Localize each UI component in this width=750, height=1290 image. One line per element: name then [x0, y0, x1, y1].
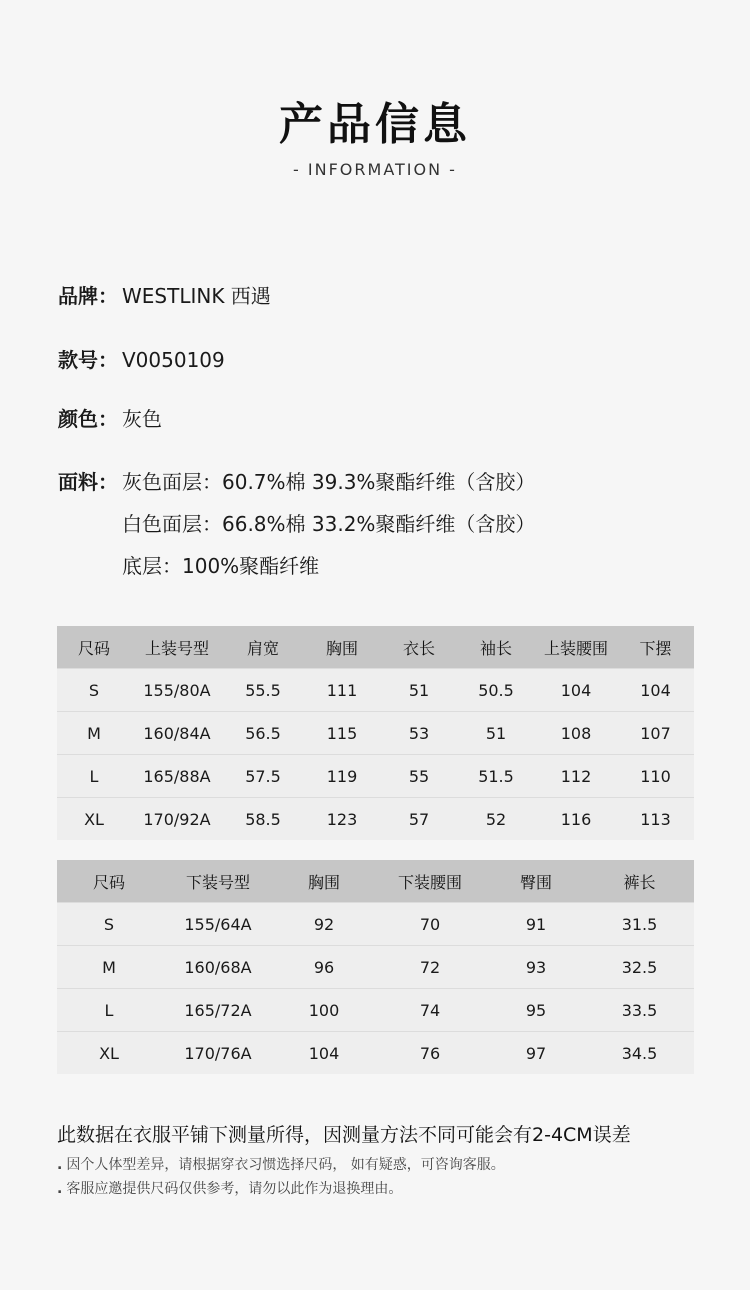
header-cell: 肩宽	[223, 626, 303, 669]
bullet-icon: .	[57, 1181, 63, 1197]
table-cell: 100	[275, 989, 373, 1032]
fabric-line-3: 底层：100%聚酯纤维	[122, 554, 320, 578]
style-label: 款号：	[58, 348, 118, 372]
fabric-label: 面料：	[58, 470, 118, 494]
header-cell: 胸围	[303, 626, 381, 669]
header-cell: 衣长	[381, 626, 457, 669]
fabric-row	[58, 466, 122, 495]
header-cell: 裤长	[585, 860, 694, 903]
table-cell: 95	[487, 989, 585, 1032]
table-row	[57, 989, 694, 1032]
table-cell: 155/64A	[161, 903, 275, 946]
table-cell: 34.5	[585, 1032, 694, 1075]
table-row	[57, 946, 694, 989]
table-cell: M	[57, 946, 161, 989]
table-cell: 50.5	[457, 669, 535, 712]
table-cell: 113	[617, 798, 694, 841]
header-cell: 下装号型	[161, 860, 275, 903]
color-value: 灰色	[122, 407, 162, 431]
table-cell: XL	[57, 798, 131, 841]
header-cell: 上装腰围	[535, 626, 617, 669]
note-text: 客服应邀提供尺码仅供参考，请勿以此作为退换理由。	[66, 1181, 403, 1197]
table-cell: L	[57, 989, 161, 1032]
table-cell: S	[57, 903, 161, 946]
table-cell: 116	[535, 798, 617, 841]
table-cell: 57.5	[223, 755, 303, 798]
table-cell: S	[57, 669, 131, 712]
measurement-note: 此数据在衣服平铺下测量所得，因测量方法不同可能会有2-4CM误差	[57, 1124, 631, 1146]
note-text: 因个人体型差异，请根据穿衣习惯选择尺码， 如有疑惑，可咨询客服。	[66, 1157, 505, 1173]
table-cell: 160/68A	[161, 946, 275, 989]
table-cell: 96	[275, 946, 373, 989]
fabric-line-1: 灰色面层：60.7%棉 39.3%聚酯纤维（含胶）	[122, 470, 536, 494]
header-cell: 下摆	[617, 626, 694, 669]
table-cell: 74	[373, 989, 487, 1032]
table-cell: L	[57, 755, 131, 798]
note-item	[57, 1178, 402, 1198]
style-row	[58, 344, 225, 373]
header-cell: 臀围	[487, 860, 585, 903]
table-cell: 112	[535, 755, 617, 798]
table-row	[57, 1032, 694, 1075]
table-cell: 104	[535, 669, 617, 712]
table-row	[57, 755, 694, 798]
brand-value: WESTLINK 西遇	[122, 284, 271, 308]
header-cell: 尺码	[57, 860, 161, 903]
table-cell: 51.5	[457, 755, 535, 798]
note-item	[57, 1154, 505, 1174]
table-cell: 53	[381, 712, 457, 755]
brand-row	[58, 280, 271, 309]
table-cell: 55.5	[223, 669, 303, 712]
table-cell: 93	[487, 946, 585, 989]
table-cell: 170/92A	[131, 798, 223, 841]
header-cell: 下装腰围	[373, 860, 487, 903]
table-header-row	[57, 860, 694, 903]
bullet-icon: .	[57, 1157, 63, 1173]
table-cell: 170/76A	[161, 1032, 275, 1075]
bottom-size-table	[57, 860, 694, 1074]
table-cell: XL	[57, 1032, 161, 1075]
table-cell: 76	[373, 1032, 487, 1075]
table-cell: 104	[275, 1032, 373, 1075]
table-row	[57, 903, 694, 946]
table-cell: 155/80A	[131, 669, 223, 712]
table-cell: 51	[457, 712, 535, 755]
table-cell: 55	[381, 755, 457, 798]
table-header-row	[57, 626, 694, 669]
table-cell: 165/88A	[131, 755, 223, 798]
table-cell: 56.5	[223, 712, 303, 755]
top-size-table	[57, 626, 694, 840]
table-cell: 123	[303, 798, 381, 841]
table-cell: 58.5	[223, 798, 303, 841]
table-row	[57, 712, 694, 755]
table-cell: 97	[487, 1032, 585, 1075]
color-label: 颜色：	[58, 407, 118, 431]
table-row	[57, 669, 694, 712]
table-cell: 111	[303, 669, 381, 712]
table-cell: M	[57, 712, 131, 755]
table-cell: 104	[617, 669, 694, 712]
brand-label: 品牌：	[58, 284, 118, 308]
table-cell: 72	[373, 946, 487, 989]
table-cell: 110	[617, 755, 694, 798]
table-cell: 108	[535, 712, 617, 755]
table-cell: 119	[303, 755, 381, 798]
style-value: V0050109	[122, 348, 225, 372]
page-title: 产品信息	[279, 99, 471, 150]
header-cell: 胸围	[275, 860, 373, 903]
table-cell: 107	[617, 712, 694, 755]
header-cell: 袖长	[457, 626, 535, 669]
page-subtitle: - INFORMATION -	[293, 160, 457, 179]
table-cell: 92	[275, 903, 373, 946]
table-cell: 32.5	[585, 946, 694, 989]
table-cell: 31.5	[585, 903, 694, 946]
table-cell: 160/84A	[131, 712, 223, 755]
header-cell: 尺码	[57, 626, 131, 669]
table-cell: 33.5	[585, 989, 694, 1032]
header-cell: 上装号型	[131, 626, 223, 669]
fabric-line-2: 白色面层：66.8%棉 33.2%聚酯纤维（含胶）	[122, 512, 536, 536]
table-row	[57, 798, 694, 841]
table-cell: 115	[303, 712, 381, 755]
table-cell: 70	[373, 903, 487, 946]
table-cell: 52	[457, 798, 535, 841]
table-cell: 91	[487, 903, 585, 946]
table-cell: 57	[381, 798, 457, 841]
table-cell: 165/72A	[161, 989, 275, 1032]
color-row	[58, 403, 162, 432]
table-cell: 51	[381, 669, 457, 712]
